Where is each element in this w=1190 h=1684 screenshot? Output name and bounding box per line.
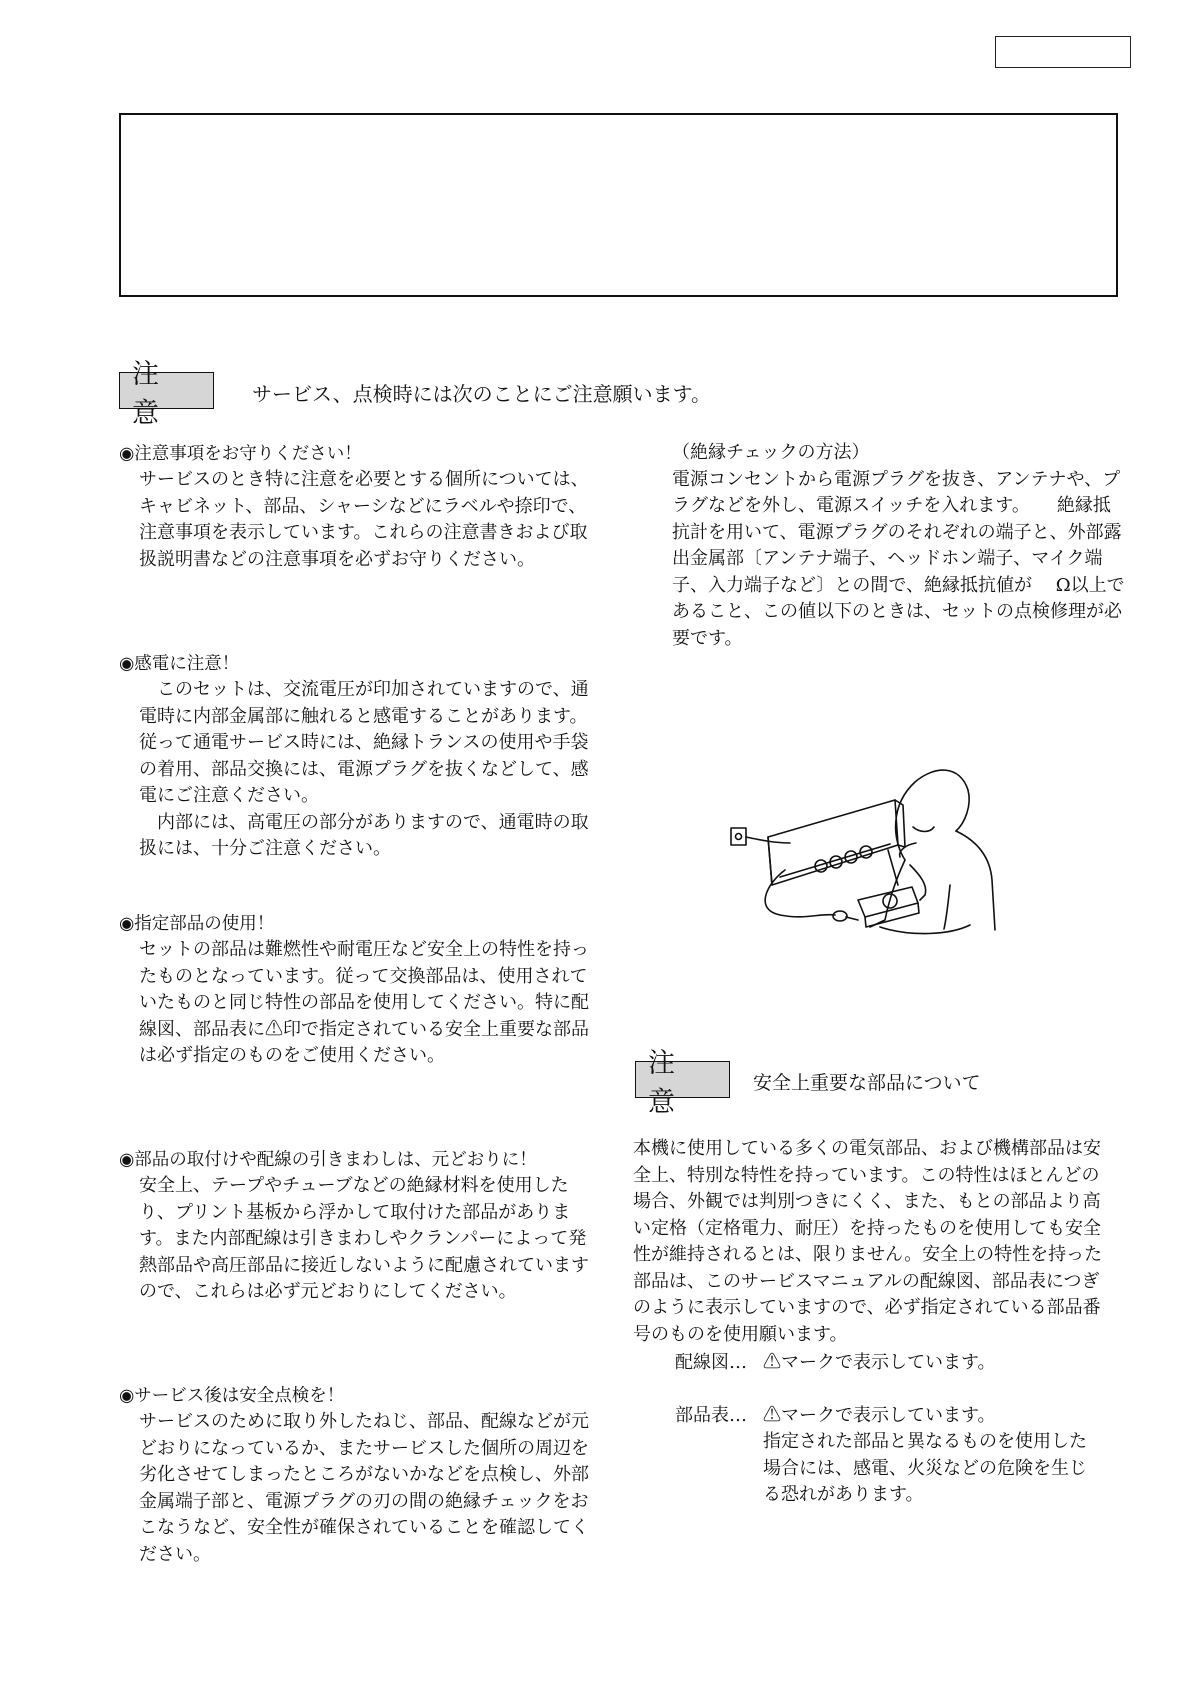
insulation-test-illustration [720, 745, 1040, 955]
caution-heading: サービス、点検時には次のことにご注意願います。 [252, 382, 711, 406]
section-1 [119, 440, 599, 573]
important-parts-body [633, 1136, 1113, 1509]
note-label: 配線図… [675, 1352, 747, 1373]
insulation-check [672, 440, 1126, 652]
section-title: ◉指定部品の使用！ [119, 914, 275, 934]
paragraph: 安全上、テープやチューブなどの絶縁材料を使用したり、プリント基板から浮かして取付けた部品があります。また内部配線は引きまわしやクランパーによって発熱部品や高圧部品に接近しないように配慮されていますので、これらは必ず元どおりにしてください。 [139, 1175, 589, 1302]
section-body [119, 677, 599, 863]
section-body [119, 937, 599, 1070]
paragraph: 内部には、高電圧の部分がありますので、通電時の取扱には、十分ご注意ください。 [139, 811, 589, 859]
section-title: ◉感電に注意！ [119, 654, 240, 674]
paragraph: サービスのために取り外したねじ、部品、配線などが元どおりになっているか、またサービスした個所の周辺を劣化させてしまったところがないかなどを点検し、外部金属端子部と、電源プラグの刃の間の絶縁チェックをおこなうなど、安全性が確保されていることを確認してください。 [139, 1411, 589, 1565]
note-text: ⚠マークで表示しています。 [763, 1404, 996, 1426]
section-4 [119, 1146, 599, 1306]
section-3 [119, 910, 599, 1070]
important-parts-heading: 安全上重要な部品について [753, 1072, 981, 1094]
section-title: ◉注意事項をお守りください！ [119, 444, 362, 464]
note-text: ⚠マークで表示しています。 [763, 1352, 996, 1373]
section-body [119, 1173, 599, 1306]
section-body [119, 1409, 599, 1568]
note-content [763, 1403, 1103, 1509]
wall-outlet-icon [731, 828, 746, 845]
section-body [119, 467, 599, 573]
section-2 [119, 650, 599, 863]
section-title: ◉部品の取付けや配線の引きまわしは、元どおりに！ [119, 1150, 537, 1170]
document-number-box [995, 36, 1131, 68]
tester-box [858, 887, 918, 917]
paragraph: 本機に使用している多くの電気部品、および機構部品は安全上、特別な特性を持っています。この特性はほとんどの場合、外観では判別つきにくく、また、もとの部品より高い定格（定格電力、耐圧）を持ったものを使用しても安全性が維持されるとは、限りません。安全上の特性を持った部品は、このサービスマニュアルの配線図、部品表につぎのように表示していますので、必ず指定されている部品番号のものを使用願います。 [633, 1138, 1103, 1345]
important-parts-label: 注 意 [635, 1061, 730, 1098]
paragraph: このセットは、交流電圧が印加されていますので、通電時に内部金属部に触れると感電することがあります。従って通電サービス時には、絶縁トランスの使用や手袋の着用、部品交換には、電源プラグを抜くなどして、感電にご注意ください。 [139, 679, 589, 806]
section-5 [119, 1382, 599, 1568]
caution-label: 注 意 [119, 372, 214, 409]
section-title: ◉サービス後は安全点検を！ [119, 1386, 345, 1406]
note-label: 部品表… [675, 1404, 747, 1426]
insulation-check-title: （絶縁チェックの方法） [672, 442, 870, 463]
note-extra: 指定された部品と異なるものを使用した場合には、感電、火災などの危険を生じる恐れがあります。 [763, 1431, 1087, 1505]
title-frame [119, 113, 1118, 297]
paragraph: サービスのとき特に注意を必要とする個所については、キャビネット、部品、シャーシなどにラベルや捺印で、注意事項を表示しています。これらの注意書きおよび取扱説明書などの注意事項を必ずお守りください。 [139, 469, 589, 570]
paragraph: セットの部品は難燃性や耐電圧など安全上の特性を持ったものとなっています。従って交換部品は、使用されていたものと同じ特性の部品を使用してください。特に配線図、部品表に⚠印で指定されている安全上重要な部品は必ず指定のものをご使用ください。 [139, 939, 589, 1066]
note-wiring-diagram [633, 1350, 1113, 1377]
note-parts-list [633, 1403, 1113, 1509]
insulation-check-body: 電源コンセントから電源プラグを抜き、アンテナや、プラグなどを外し、電源スイッチを入れます。 絶縁抵抗計を用いて、電源プラグのそれぞれの端子と、外部露出金属部〔アンテナ端子、ヘッドホン端子、マイク端子、入力端子など〕との間で、絶縁抵抗値が Ω以上であること、この値以下のときは、セットの点検修理が必要です。 [672, 468, 1125, 649]
